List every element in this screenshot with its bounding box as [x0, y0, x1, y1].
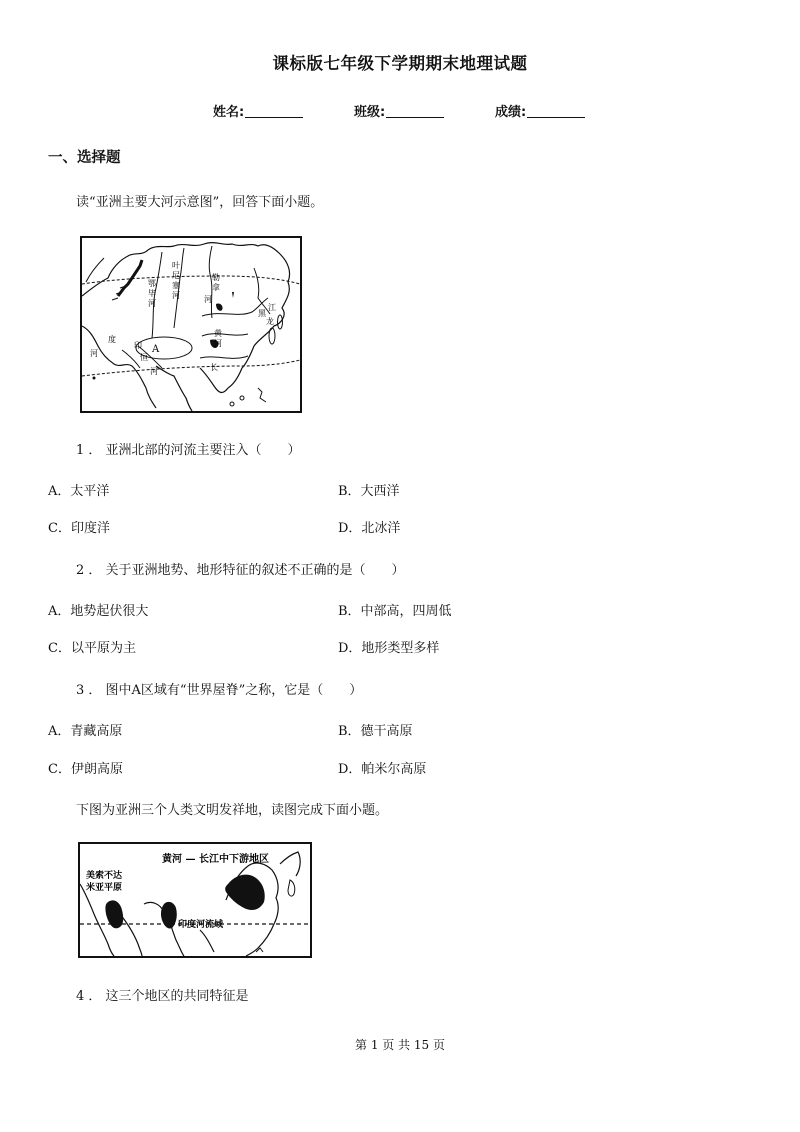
map1-label: 龙 — [266, 317, 274, 326]
question-2-option-a[interactable]: A．地势起伏很大 — [48, 604, 149, 619]
map1-label: 塞 — [172, 281, 180, 290]
question-3-option-d[interactable]: D．帕米尔高原 — [338, 762, 427, 777]
map1-label: 鄂 — [148, 279, 156, 288]
question-3-stem: 3 ． 图中A区域有“世界屋脊”之称，它是（ ） — [76, 683, 363, 698]
map2-label-meisuo-1: 美索不达 — [86, 871, 123, 881]
map1-label: 勒 — [212, 273, 220, 282]
question-1-option-c[interactable]: C．印度洋 — [48, 521, 110, 536]
score-field — [495, 101, 585, 120]
map1-label: 河 — [148, 299, 156, 308]
map1-label: 河 — [204, 295, 212, 304]
question-1-option-b[interactable]: B．大西洋 — [338, 484, 400, 499]
question-3-option-c[interactable]: C．伊朗高原 — [48, 762, 123, 777]
map2-label-yindu: 印度河流域 — [178, 920, 224, 930]
map1-label: 河 — [90, 349, 98, 358]
map1-label: 河 — [150, 367, 158, 376]
name-blank — [245, 105, 303, 118]
map2-label-huanghe: 黄河 — 长江中下游地区 — [162, 854, 269, 865]
map1-label: 河 — [214, 339, 222, 348]
question-2-option-b[interactable]: B．中部高，四周低 — [338, 604, 452, 619]
question-1-option-a[interactable]: A．太平洋 — [48, 484, 110, 499]
map1-label: 黑 — [258, 309, 266, 318]
question-1-option-d[interactable]: D．北冰洋 — [338, 521, 401, 536]
question-2-stem: 2 ． 关于亚洲地势、地形特征的叙述不正确的是（ ） — [76, 563, 405, 578]
question-3-option-a[interactable]: A．青藏高原 — [48, 724, 123, 739]
map2-label-meisuo-2: 米亚平原 — [86, 883, 123, 893]
map1-label: 恒 — [140, 353, 148, 362]
map1-label: 黄 — [214, 329, 222, 338]
intro-text-1: 读“亚洲主要大河示意图”，回答下面小题。 — [76, 195, 324, 210]
name-field — [213, 101, 303, 120]
question-2-option-c[interactable]: C．以平原为主 — [48, 641, 136, 656]
class-blank — [386, 105, 444, 118]
intro-text-2: 下图为亚洲三个人类文明发祥地，读图完成下面小题。 — [76, 803, 389, 818]
map1-label: 叶 — [172, 261, 180, 270]
map1-label-A: A — [152, 344, 160, 355]
page-title: 课标版七年级下学期期末地理试题 — [272, 54, 528, 73]
question-4-stem: 4 ． 这三个地区的共同特征是 — [76, 989, 249, 1004]
civilizations-map-figure — [80, 844, 310, 956]
score-label: 成绩: — [495, 105, 527, 120]
map1-label: 尼 — [172, 271, 180, 280]
map1-label: 度 — [108, 335, 116, 344]
page-footer: 第 1 页 共 15 页 — [355, 1038, 445, 1052]
map1-label: 河 — [172, 291, 180, 300]
map1-label: 拿 — [212, 283, 220, 292]
map1-label: 江 — [268, 303, 276, 312]
map1-label: 毕 — [148, 289, 156, 298]
class-label: 班级: — [354, 105, 386, 120]
score-blank — [527, 105, 585, 118]
class-field — [354, 101, 444, 120]
map1-label: 印 — [134, 341, 142, 350]
question-3-option-b[interactable]: B．德干高原 — [338, 724, 413, 739]
section-title: 一、选择题 — [48, 150, 121, 166]
question-2-option-d[interactable]: D．地形类型多样 — [338, 641, 440, 656]
asia-rivers-map — [80, 236, 302, 413]
civilizations-map — [78, 842, 312, 958]
asia-rivers-map-figure — [82, 238, 300, 411]
question-1-stem: 1 ． 亚洲北部的河流主要注入（ ） — [76, 443, 301, 458]
map1-label: 长 — [210, 363, 218, 372]
name-label: 姓名: — [213, 105, 245, 120]
